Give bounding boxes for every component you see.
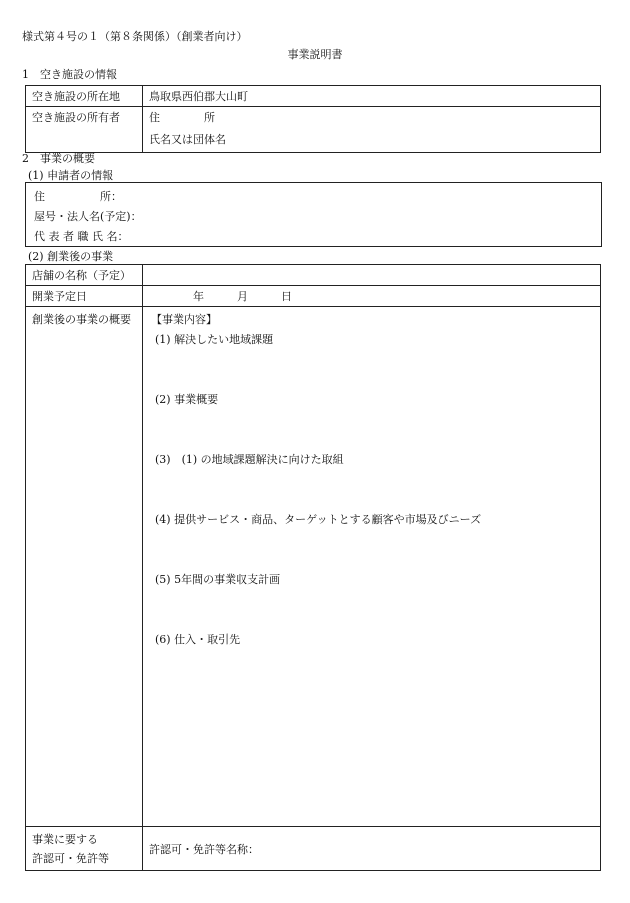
store-name-value [143, 265, 601, 286]
applicant-address-label: 住 所： [34, 190, 122, 203]
overview-item: (3) (1) の地域課題解決に向けた取組 [155, 453, 344, 466]
overview-label: 創業後の事業の概要 [26, 307, 143, 827]
business-table [25, 264, 601, 871]
open-date-value [143, 286, 601, 307]
owner-fields [143, 107, 601, 153]
vacant-facility-table [25, 85, 601, 153]
post-startup-business-heading: (2) 創業後の事業 [28, 250, 114, 263]
applicant-representative-label: 代 表 者 職 氏 名： [34, 230, 129, 243]
owner-address-label: 住 所 [149, 111, 215, 124]
owner-label: 空き施設の所有者 [26, 107, 143, 153]
overview-item: (5) 5年間の事業収支計画 [155, 573, 281, 586]
overview-content [143, 307, 601, 827]
license-label-line-2: 許認可・免許等 [32, 852, 109, 865]
open-date-fields: 年 月 日 [193, 290, 292, 303]
overview-item: (4) 提供サービス・商品、ターゲットとする顧客や市場及びニーズ [155, 513, 482, 526]
store-name-label: 店舗の名称（予定） [26, 265, 143, 286]
location-label: 空き施設の所在地 [26, 86, 143, 107]
applicant-info-heading: (1) 申請者の情報 [28, 169, 114, 182]
document-title: 事業説明書 [287, 48, 343, 61]
open-date-label: 開業予定日 [26, 286, 143, 307]
owner-name-label: 氏名又は団体名 [149, 133, 226, 146]
overview-item: (2) 事業概要 [155, 393, 219, 406]
license-label-line-1: 事業に要する [32, 833, 98, 846]
form-number-label: 様式第４号の１（第８条関係）（創業者向け） [22, 30, 248, 43]
applicant-info-box [25, 182, 602, 247]
overview-title: 【事業内容】 [151, 313, 217, 326]
applicant-trade-name-label: 屋号・法人名(予定)： [34, 210, 142, 223]
location-value: 鳥取県西伯郡大山町 [143, 86, 601, 107]
section-1-heading: 1 空き施設の情報 [22, 68, 117, 81]
overview-item: (1) 解決したい地域課題 [155, 333, 274, 346]
license-value: 許認可・免許等名称： [143, 827, 601, 871]
license-label [26, 827, 143, 871]
section-2-heading: 2 事業の概要 [22, 152, 95, 165]
overview-item: (6) 仕入・取引先 [155, 633, 241, 646]
